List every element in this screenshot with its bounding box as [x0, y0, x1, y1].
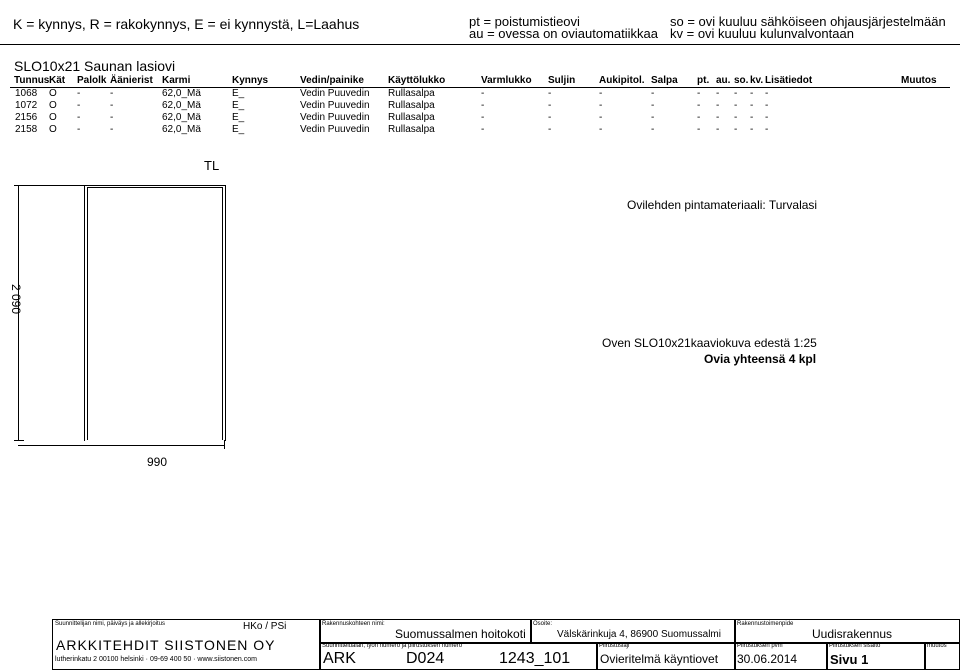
- cell-so: -: [734, 124, 738, 135]
- legend-so: so = ovi kuuluu sähköiseen ohjausjärjestelmään: [670, 14, 946, 29]
- tb-drawing-number: D024: [406, 650, 445, 667]
- legend-pt: pt = poistumistieovi: [469, 14, 580, 29]
- cell-kv: -: [750, 100, 754, 111]
- cell-so: -: [734, 88, 738, 99]
- cell-salpa: -: [651, 88, 655, 99]
- col-kynnys: Kynnys: [232, 75, 269, 86]
- height-dimension-tick-bottom: [14, 440, 24, 441]
- col-kat: Kät: [49, 75, 66, 86]
- width-dimension-line: [18, 445, 224, 446]
- tb-changes-label: muutos: [927, 643, 947, 649]
- cell-kat: O: [49, 100, 57, 111]
- tb-type-label: Piirustuslaji: [599, 643, 630, 649]
- cell-aanierist: -: [110, 112, 114, 123]
- cell-kat: O: [49, 124, 57, 135]
- col-kv: kv.: [750, 75, 764, 86]
- cell-tunnus: 1072: [15, 100, 38, 111]
- legend-so-kv: [670, 16, 946, 40]
- cell-aanierist: -: [110, 100, 114, 111]
- col-varmlukko: Varmlukko: [481, 75, 532, 86]
- cell-karmi: 62,0_Mä: [162, 88, 201, 99]
- table-row: [0, 100, 960, 112]
- frame-leg-left: [87, 434, 88, 440]
- cell-suljin: -: [548, 88, 552, 99]
- cell-lisatiedot: -: [765, 100, 769, 111]
- legend-pt-au: [469, 16, 658, 40]
- cell-aukipitol: -: [599, 100, 603, 111]
- cell-lisatiedot: -: [765, 124, 769, 135]
- cell-pt: -: [697, 124, 701, 135]
- cell-kayttolukko: Rullasalpa: [388, 124, 435, 135]
- cell-suljin: -: [548, 112, 552, 123]
- col-vedin: Vedin/painike: [300, 75, 364, 86]
- col-karmi: Karmi: [162, 75, 191, 86]
- cell-palolk: -: [77, 88, 81, 99]
- tb-designer-label: Suunnittelijan nimi, päiväys ja allekirjoitus: [55, 621, 166, 627]
- cell-tunnus: 1068: [15, 88, 38, 99]
- cell-kayttolukko: Rullasalpa: [388, 88, 435, 99]
- table-row: [0, 112, 960, 124]
- col-kayttolukko: Käyttölukko: [388, 75, 446, 86]
- col-aanierist: Äänierist: [110, 75, 153, 86]
- tb-company-logo-text: ARKKITEHDIT SIISTONEN OY: [56, 637, 276, 653]
- cell-suljin: -: [548, 124, 552, 135]
- cell-aukipitol: -: [599, 124, 603, 135]
- tl-label: TL: [204, 158, 220, 173]
- cell-kv: -: [750, 124, 754, 135]
- cell-pt: -: [697, 88, 701, 99]
- tb-date-label: Piirustuksen pvm: [737, 643, 783, 649]
- cell-varmlukko: -: [481, 124, 485, 135]
- cell-varmlukko: -: [481, 88, 485, 99]
- cell-salpa: -: [651, 124, 655, 135]
- cell-tunnus: 2158: [15, 124, 38, 135]
- col-suljin: Suljin: [548, 75, 576, 86]
- col-pt: pt.: [697, 75, 710, 86]
- tb-work-number: 1243_101: [499, 650, 571, 667]
- cell-kv: -: [750, 112, 754, 123]
- view-scale-note: Oven SLO10x21kaaviokuva edestä 1:25: [602, 336, 817, 350]
- cell-pt: -: [697, 100, 701, 111]
- legend-threshold: K = kynnys, R = rakokynnys, E = ei kynnystä, L=Laahus: [13, 16, 360, 32]
- cell-karmi: 62,0_Mä: [162, 124, 201, 135]
- cell-kynnys: E_: [232, 124, 245, 135]
- tb-date: 30.06.2014: [737, 652, 798, 666]
- surface-material-note: Ovilehden pintamateriaali: Turvalasi: [627, 198, 818, 212]
- height-dimension-tick-top: [14, 185, 84, 186]
- tb-address: Välskärinkuja 4, 86900 Suomussalmi: [557, 629, 721, 640]
- cell-suljin: -: [548, 100, 552, 111]
- tb-field: ARK: [323, 650, 356, 667]
- legend-kv: kv = ovi kuuluu kulunvalvontaan: [670, 26, 854, 41]
- table-row: [0, 88, 960, 100]
- cell-au: -: [716, 88, 720, 99]
- cell-kynnys: E_: [232, 88, 245, 99]
- cell-lisatiedot: -: [765, 88, 769, 99]
- height-dimension-label: 2 090: [9, 284, 23, 315]
- cell-vedin: Vedin Puuvedin: [300, 88, 370, 99]
- cell-so: -: [734, 112, 738, 123]
- cell-kynnys: E_: [232, 100, 245, 111]
- tb-action: Uudisrakennus: [812, 627, 893, 641]
- page-title: SLO10x21 Saunan lasiovi: [14, 58, 176, 74]
- table-row: [0, 124, 960, 136]
- door-leaf: [87, 187, 223, 435]
- cell-lisatiedot: -: [765, 112, 769, 123]
- tb-content-label: Piirustuksen sisältö: [829, 643, 881, 649]
- cell-vedin: Vedin Puuvedin: [300, 100, 370, 111]
- cell-aukipitol: -: [599, 88, 603, 99]
- tb-content: Sivu 1: [830, 652, 869, 667]
- col-lisatiedot: Lisätiedot: [765, 75, 813, 86]
- cell-karmi: 62,0_Mä: [162, 112, 201, 123]
- tb-field-label: Suunnittelualan, työn numero ja piirustuksen numero: [322, 643, 463, 649]
- col-muutos: Muutos: [901, 75, 937, 86]
- cell-kat: O: [49, 112, 57, 123]
- tb-designer-initials: HKo / PSi: [243, 621, 287, 632]
- tb-address-label: Osoite:: [533, 621, 553, 627]
- col-salpa: Salpa: [651, 75, 678, 86]
- cell-aanierist: -: [110, 124, 114, 135]
- width-dimension-tick-right: [224, 440, 225, 449]
- cell-karmi: 62,0_Mä: [162, 100, 201, 111]
- frame-leg-right: [222, 434, 223, 440]
- cell-au: -: [716, 124, 720, 135]
- tb-project-label: Rakennuskohteen nimi:: [322, 621, 385, 627]
- header-divider: [0, 44, 960, 45]
- cell-varmlukko: -: [481, 100, 485, 111]
- tb-type: Ovieritelmä käyntiovet: [600, 652, 719, 666]
- tb-action-label: Rakennustoimenpide: [737, 621, 794, 627]
- cell-tunnus: 2156: [15, 112, 38, 123]
- tb-company-address: lutherinkatu 2 00100 helsinki · 09-69 400 50 · www.siistonen.com: [55, 656, 257, 663]
- width-dimension-label: 990: [147, 455, 168, 469]
- cell-salpa: -: [651, 112, 655, 123]
- cell-so: -: [734, 100, 738, 111]
- cell-palolk: -: [77, 112, 81, 123]
- cell-kv: -: [750, 88, 754, 99]
- cell-salpa: -: [651, 100, 655, 111]
- col-palolk: Palolk: [77, 75, 107, 86]
- cell-au: -: [716, 100, 720, 111]
- col-au: au.: [716, 75, 731, 86]
- cell-au: -: [716, 112, 720, 123]
- cell-kat: O: [49, 88, 57, 99]
- cell-palolk: -: [77, 124, 81, 135]
- cell-kayttolukko: Rullasalpa: [388, 112, 435, 123]
- tb-project-name: Suomussalmen hoitokoti: [395, 627, 526, 641]
- cell-varmlukko: -: [481, 112, 485, 123]
- col-tunnus: Tunnus: [14, 75, 50, 86]
- col-so: so.: [734, 75, 749, 86]
- cell-kayttolukko: Rullasalpa: [388, 100, 435, 111]
- col-aukipitol: Aukipitol.: [599, 75, 645, 86]
- cell-palolk: -: [77, 100, 81, 111]
- cell-pt: -: [697, 112, 701, 123]
- cell-aanierist: -: [110, 88, 114, 99]
- cell-vedin: Vedin Puuvedin: [300, 112, 370, 123]
- legend-au: au = ovessa on oviautomatiikkaa: [469, 26, 658, 41]
- door-count-note: Ovia yhteensä 4 kpl: [704, 352, 817, 366]
- cell-kynnys: E_: [232, 112, 245, 123]
- cell-vedin: Vedin Puuvedin: [300, 124, 370, 135]
- cell-aukipitol: -: [599, 112, 603, 123]
